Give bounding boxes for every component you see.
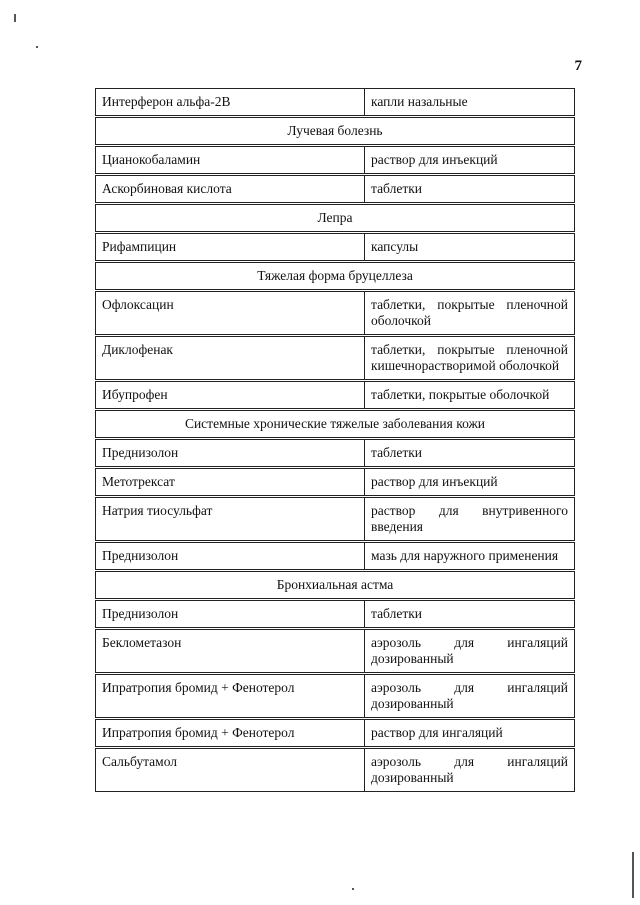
drug-name-cell: Аскорбиновая кислота	[96, 176, 365, 202]
drug-name-cell: Натрия тиосульфат	[96, 498, 365, 540]
table-row	[95, 542, 575, 570]
dosage-form-cell: аэрозоль для ингаляций дозированный	[371, 635, 568, 666]
dosage-form-cell: аэрозоль для ингаляций дозированный	[371, 680, 568, 711]
dosage-form-cell: капсулы	[371, 239, 419, 254]
dosage-form-cell: капли назальные	[371, 94, 468, 109]
scan-mark-dot	[36, 46, 38, 48]
section-title: Лучевая болезнь	[287, 123, 383, 138]
table-row	[95, 233, 575, 261]
section-header-row	[95, 204, 575, 232]
page-number: 7	[574, 58, 582, 74]
section-header-row	[95, 571, 575, 599]
scan-mark-bottom	[352, 888, 354, 890]
scan-mark-top	[14, 14, 16, 22]
section-title: Системные хронические тяжелые заболевания кожи	[184, 416, 486, 431]
table-row	[95, 497, 575, 541]
dosage-form-cell: раствор для инъекций	[371, 474, 498, 489]
drug-name-cell: Преднизолон	[96, 440, 365, 466]
table-row	[95, 674, 575, 718]
drug-name-cell: Преднизолон	[96, 543, 365, 569]
dosage-form-cell: раствор для внутривенного введения	[371, 503, 568, 534]
section-header-row	[95, 117, 575, 145]
dosage-form-cell: таблетки, покрытые пленочной кишечнорастворимой оболочкой	[371, 342, 568, 373]
table-row	[95, 88, 575, 116]
table-row	[95, 381, 575, 409]
drug-name-cell: Офлоксацин	[96, 292, 365, 334]
table-row	[95, 439, 575, 467]
dosage-form-cell: таблетки	[371, 181, 423, 196]
drug-name-cell: Преднизолон	[96, 601, 365, 627]
drug-name-cell: Интерферон альфа-2В	[96, 89, 365, 115]
drug-name-cell: Диклофенак	[96, 337, 365, 379]
drug-name-cell: Метотрексат	[96, 469, 365, 495]
table-row	[95, 146, 575, 174]
scan-mark-right	[632, 852, 634, 898]
drug-name-cell: Рифампицин	[96, 234, 365, 260]
section-title: Тяжелая форма бруцеллеза	[257, 268, 413, 283]
dosage-form-cell: мазь для наружного применения	[371, 548, 559, 563]
drug-name-cell: Сальбутамол	[96, 749, 365, 791]
table-row	[95, 175, 575, 203]
drug-name-cell: Беклометазон	[96, 630, 365, 672]
dosage-form-cell: раствор для ингаляций	[371, 725, 503, 740]
section-header-row	[95, 262, 575, 290]
section-title: Лепра	[317, 210, 353, 225]
drug-name-cell: Ипратропия бромид + Фенотерол	[96, 675, 365, 717]
section-header-row	[95, 410, 575, 438]
table-row	[95, 291, 575, 335]
table-row	[95, 468, 575, 496]
drug-name-cell: Ипратропия бромид + Фенотерол	[96, 720, 365, 746]
section-title: Бронхиальная астма	[276, 577, 394, 592]
drug-name-cell: Ибупрофен	[96, 382, 365, 408]
drug-name-cell: Цианокобаламин	[96, 147, 365, 173]
dosage-form-cell: раствор для инъекций	[371, 152, 498, 167]
dosage-form-cell: таблетки	[371, 445, 423, 460]
table-row	[95, 336, 575, 380]
table-row	[95, 600, 575, 628]
table-row	[95, 629, 575, 673]
dosage-form-cell: таблетки, покрытые оболочкой	[371, 387, 550, 402]
dosage-form-cell: таблетки	[371, 606, 423, 621]
dosage-form-cell: аэрозоль для ингаляций дозированный	[371, 754, 568, 785]
medication-table	[95, 88, 575, 793]
table-row	[95, 719, 575, 747]
dosage-form-cell: таблетки, покрытые пленочной оболочкой	[371, 297, 568, 328]
table-row	[95, 748, 575, 792]
